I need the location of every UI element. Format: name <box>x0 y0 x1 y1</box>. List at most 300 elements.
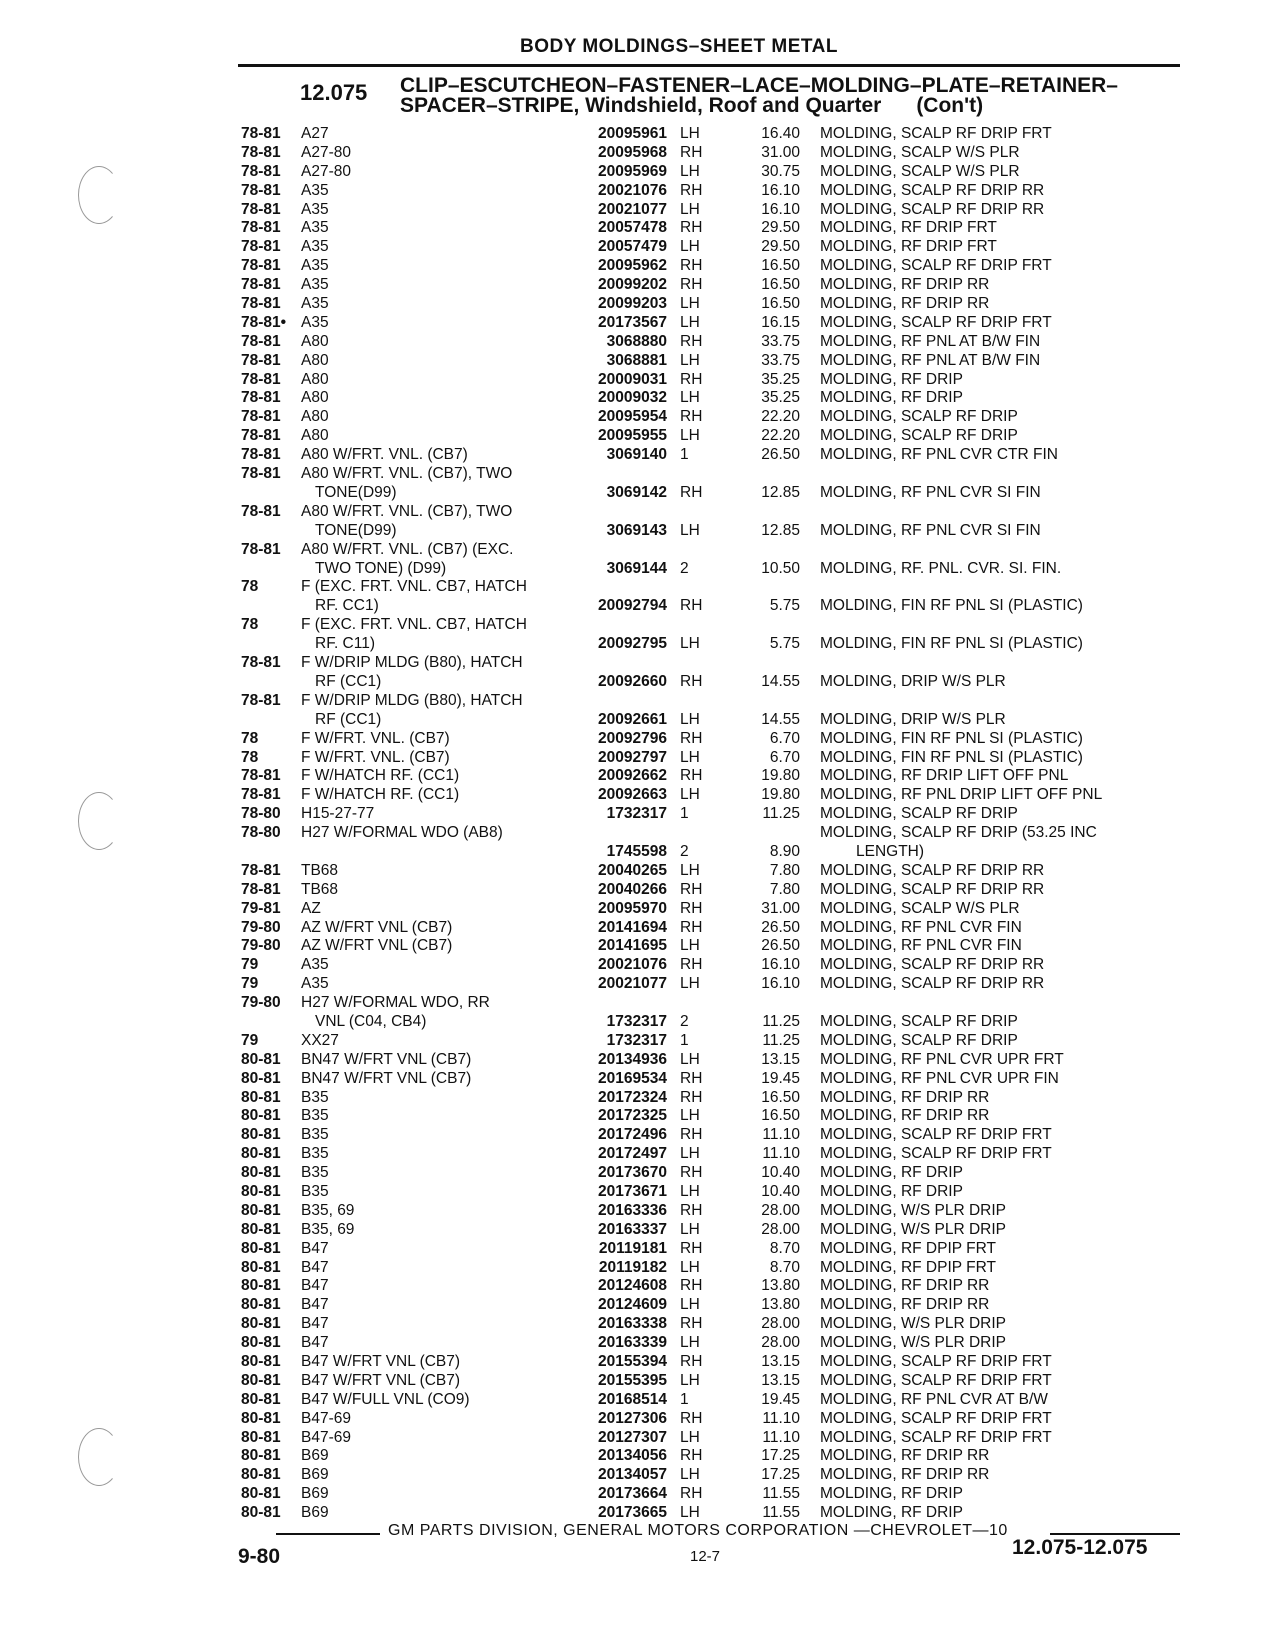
footer-date: 9-80 <box>238 1545 281 1568</box>
description-line: MOLDING, DRIP W/S PLR <box>820 710 1006 728</box>
side-cell: LH <box>680 1428 700 1446</box>
model-cell <box>301 446 571 465</box>
description-line: MOLDING, SCALP W/S PLR <box>820 162 1020 180</box>
table-row <box>0 767 1280 786</box>
price-cell: 19.45 <box>761 1069 800 1087</box>
description-cell <box>820 1372 1182 1391</box>
model-cell <box>301 654 571 692</box>
description-cell <box>820 1183 1182 1202</box>
price-cell: 16.50 <box>761 1107 800 1125</box>
model-line: F W/FRT. VNL. (CB7) <box>301 729 450 747</box>
table-row <box>0 578 1280 616</box>
side-cell: LH <box>680 1371 700 1389</box>
description-line: MOLDING, SCALP RF DRIP <box>820 408 1018 426</box>
price-cell: 19.80 <box>761 786 800 804</box>
description-line: MOLDING, RF DRIP RR <box>820 1466 990 1484</box>
model-cell <box>301 201 571 220</box>
table-row <box>0 749 1280 768</box>
model-line: A80 <box>301 427 329 445</box>
model-cell <box>301 1466 571 1485</box>
year-cell: 78-81 <box>241 162 281 180</box>
side-cell: RH <box>680 1088 703 1106</box>
description-line: MOLDING, RF DRIP RR <box>820 1296 990 1314</box>
model-line: A35 <box>301 313 329 331</box>
model-line: B47 <box>301 1277 329 1295</box>
year-cell: 78 <box>241 729 259 747</box>
model-cell <box>301 1240 571 1259</box>
description-cell <box>820 257 1182 276</box>
description-line: MOLDING, SCALP RF DRIP FRT <box>820 1353 1052 1371</box>
price-cell: 8.70 <box>769 1258 800 1276</box>
price-cell: 22.20 <box>761 408 800 426</box>
side-cell: RH <box>680 729 703 747</box>
year-cell: 78-81 <box>241 408 281 426</box>
part-number-cell: 20127307 <box>598 1428 667 1446</box>
price-cell: 11.10 <box>762 1145 800 1163</box>
model-line: H15-27-77 <box>301 805 375 823</box>
description-cell <box>820 182 1182 201</box>
model-line: A80 <box>301 370 329 388</box>
description-cell <box>820 749 1182 768</box>
side-cell: RH <box>680 956 703 974</box>
footer-rule-right <box>1050 1533 1180 1535</box>
price-cell: 8.70 <box>769 1239 800 1257</box>
year-cell: 80-81 <box>241 1296 281 1314</box>
part-number-cell: 20040265 <box>598 861 667 879</box>
table-row <box>0 1334 1280 1353</box>
footer-rule-left <box>276 1533 380 1535</box>
description-cell <box>820 1107 1182 1126</box>
side-cell: RH <box>680 1485 703 1503</box>
side-cell: LH <box>680 1220 700 1238</box>
table-row <box>0 1429 1280 1448</box>
model-line: XX27 <box>301 1031 339 1049</box>
year-cell: 78-81 <box>241 880 281 898</box>
description-cell <box>820 201 1182 220</box>
description-cell <box>820 900 1182 919</box>
model-cell <box>301 1070 571 1089</box>
year-cell: 80-81 <box>241 1107 281 1125</box>
description-line: MOLDING, SCALP RF DRIP FRT <box>820 1145 1052 1163</box>
price-cell: 13.15 <box>761 1353 800 1371</box>
model-line: A80 <box>301 351 329 369</box>
price-cell: 6.70 <box>769 729 800 747</box>
description-line: MOLDING, SCALP RF DRIP <box>820 1012 1018 1030</box>
model-cell <box>301 276 571 295</box>
table-row <box>0 862 1280 881</box>
table-row <box>0 1485 1280 1504</box>
model-cell <box>301 616 571 654</box>
description-cell <box>820 1353 1182 1372</box>
table-row <box>0 408 1280 427</box>
model-line: B47 W/FRT VNL (CB7) <box>301 1371 461 1389</box>
part-number-cell: 20141695 <box>598 937 667 955</box>
year-cell: 78-81• <box>241 313 287 331</box>
part-number-cell: 20163338 <box>598 1315 667 1333</box>
description-cell <box>820 786 1182 805</box>
table-row <box>0 257 1280 276</box>
description-cell <box>820 408 1182 427</box>
model-cell <box>301 1410 571 1429</box>
year-cell: 78-81 <box>241 446 281 464</box>
table-row <box>0 730 1280 749</box>
part-number-cell: 20173670 <box>598 1164 667 1182</box>
price-cell: 12.85 <box>761 483 800 501</box>
description-line: MOLDING, RF DRIP <box>820 1504 963 1522</box>
part-number-cell: 20095962 <box>598 257 667 275</box>
description-line: MOLDING, RF DRIP LIFT OFF PNL <box>820 767 1069 785</box>
model-line: A35 <box>301 200 329 218</box>
model-line: B35 <box>301 1107 329 1125</box>
year-cell: 80-81 <box>241 1126 281 1144</box>
table-row <box>0 333 1280 352</box>
part-number-cell: 20092795 <box>598 635 667 653</box>
model-line: A35 <box>301 238 329 256</box>
year-cell: 80-81 <box>241 1334 281 1352</box>
part-number-cell: 20168514 <box>598 1390 667 1408</box>
description-cell <box>820 1466 1182 1485</box>
description-cell <box>820 1447 1182 1466</box>
side-cell: RH <box>680 1409 703 1427</box>
part-number-cell: 20092663 <box>598 786 667 804</box>
part-number-cell: 20021077 <box>598 200 667 218</box>
table-row <box>0 1070 1280 1089</box>
table-row <box>0 314 1280 333</box>
model-cell <box>301 1447 571 1466</box>
table-row <box>0 446 1280 465</box>
part-number-cell: 20021076 <box>598 956 667 974</box>
table-row <box>0 975 1280 994</box>
table-row <box>0 389 1280 408</box>
model-line: F (EXC. FRT. VNL. CB7, HATCH <box>301 616 527 634</box>
description-cell <box>820 919 1182 938</box>
year-cell: 79-80 <box>241 918 281 936</box>
description-line: MOLDING, SCALP W/S PLR <box>820 899 1020 917</box>
model-line: F W/DRIP MLDG (B80), HATCH <box>301 654 523 672</box>
price-cell: 29.50 <box>761 219 800 237</box>
model-cell <box>301 352 571 371</box>
price-cell: 13.80 <box>761 1296 800 1314</box>
description-line-2: LENGTH) <box>856 842 925 860</box>
part-number-cell: 20134936 <box>598 1050 667 1068</box>
description-line: MOLDING, FIN RF PNL SI (PLASTIC) <box>820 597 1083 615</box>
description-line: MOLDING, SCALP RF DRIP FRT <box>820 1371 1052 1389</box>
year-cell: 80-81 <box>241 1390 281 1408</box>
side-cell: LH <box>680 238 700 256</box>
part-number-cell: 20095954 <box>598 408 667 426</box>
description-cell <box>820 824 1182 862</box>
description-line: MOLDING, SCALP RF DRIP <box>820 1031 1018 1049</box>
model-cell <box>301 692 571 730</box>
table-row <box>0 144 1280 163</box>
side-cell: RH <box>680 597 703 615</box>
part-number-cell: 20134057 <box>598 1466 667 1484</box>
price-cell: 14.55 <box>761 710 800 728</box>
side-cell: LH <box>680 635 700 653</box>
table-row <box>0 465 1280 503</box>
description-line: MOLDING, SCALP W/S PLR <box>820 143 1020 161</box>
side-cell: LH <box>680 1296 700 1314</box>
model-line: B69 <box>301 1504 329 1522</box>
side-cell: LH <box>680 1466 700 1484</box>
model-line: A35 <box>301 975 329 993</box>
year-cell: 79 <box>241 975 259 993</box>
description-line: MOLDING, SCALP RF DRIP RR <box>820 975 1045 993</box>
table-row <box>0 937 1280 956</box>
description-cell <box>820 484 1182 503</box>
table-row <box>0 1315 1280 1334</box>
price-cell: 16.40 <box>761 125 800 142</box>
year-cell: 78-81 <box>241 295 281 313</box>
price-cell: 12.85 <box>761 521 800 539</box>
part-number-cell: 20173664 <box>598 1485 667 1503</box>
model-line: A35 <box>301 181 329 199</box>
part-number-cell: 3069143 <box>606 521 667 539</box>
description-cell <box>820 1315 1182 1334</box>
part-number-cell: 20057479 <box>598 238 667 256</box>
year-cell: 78 <box>241 748 259 766</box>
side-cell: RH <box>680 257 703 275</box>
part-number-cell: 20099203 <box>598 295 667 313</box>
model-cell <box>301 465 571 503</box>
description-line: MOLDING, FIN RF PNL SI (PLASTIC) <box>820 635 1083 653</box>
year-cell: 78-81 <box>241 200 281 218</box>
description-line: MOLDING, RF DRIP <box>820 370 963 388</box>
table-row <box>0 427 1280 446</box>
year-cell: 78-81 <box>241 219 281 237</box>
side-cell: LH <box>680 861 700 879</box>
table-row <box>0 1202 1280 1221</box>
model-cell <box>301 219 571 238</box>
description-cell <box>820 1334 1182 1353</box>
side-cell: RH <box>680 332 703 350</box>
side-cell: RH <box>680 1353 703 1371</box>
price-cell: 5.75 <box>769 597 800 615</box>
model-cell <box>301 1051 571 1070</box>
year-cell: 78-80 <box>241 824 281 842</box>
description-cell <box>820 522 1182 541</box>
part-number-cell: 1745598 <box>606 842 667 860</box>
table-row <box>0 125 1280 144</box>
description-cell <box>820 1202 1182 1221</box>
group-number: 12.075 <box>300 80 368 105</box>
description-cell <box>820 1032 1182 1051</box>
part-number-cell: 20134056 <box>598 1447 667 1465</box>
table-row <box>0 182 1280 201</box>
side-cell: RH <box>680 880 703 898</box>
year-cell: 80-81 <box>241 1183 281 1201</box>
price-cell: 16.10 <box>761 181 800 199</box>
description-line: MOLDING, RF DRIP <box>820 389 963 407</box>
description-line: MOLDING, RF PNL CVR FIN <box>820 918 1022 936</box>
price-cell: 13.15 <box>761 1371 800 1389</box>
part-number-cell: 3069142 <box>606 483 667 501</box>
part-number-cell: 20009031 <box>598 370 667 388</box>
model-line: TB68 <box>301 861 339 879</box>
description-line: MOLDING, RF PNL CVR UPR FIN <box>820 1069 1059 1087</box>
model-cell <box>301 881 571 900</box>
side-cell: RH <box>680 1201 703 1219</box>
table-row <box>0 692 1280 730</box>
year-cell: 78-81 <box>241 389 281 407</box>
year-cell: 79 <box>241 956 259 974</box>
description-cell <box>820 1504 1182 1523</box>
price-cell: 26.50 <box>761 918 800 936</box>
price-cell: 8.90 <box>769 842 800 860</box>
year-cell: 80-81 <box>241 1428 281 1446</box>
side-cell: LH <box>680 521 700 539</box>
model-line: A80 <box>301 332 329 350</box>
side-cell: LH <box>680 1258 700 1276</box>
model-cell <box>301 1277 571 1296</box>
description-cell <box>820 1391 1182 1410</box>
table-row <box>0 1504 1280 1523</box>
year-cell: 80-81 <box>241 1069 281 1087</box>
side-cell: 1 <box>680 446 689 464</box>
side-cell: RH <box>680 483 703 501</box>
part-number-cell: 20173665 <box>598 1504 667 1522</box>
model-line: H27 W/FORMAL WDO, RR <box>301 994 490 1012</box>
side-cell: RH <box>680 143 703 161</box>
price-cell: 16.10 <box>761 200 800 218</box>
description-cell <box>820 1429 1182 1448</box>
description-line: MOLDING, RF DRIP <box>820 1183 963 1201</box>
side-cell: 2 <box>680 1012 689 1030</box>
description-cell <box>820 767 1182 786</box>
part-number-cell: 20124609 <box>598 1296 667 1314</box>
table-row <box>0 352 1280 371</box>
model-line: B35 <box>301 1164 329 1182</box>
table-row <box>0 805 1280 824</box>
description-line: MOLDING, SCALP RF DRIP <box>820 427 1018 445</box>
model-cell <box>301 1089 571 1108</box>
part-number-cell: 20021077 <box>598 975 667 993</box>
model-line: A80 <box>301 408 329 426</box>
model-cell <box>301 1485 571 1504</box>
side-cell: 2 <box>680 842 689 860</box>
footer-publisher: GM PARTS DIVISION, GENERAL MOTORS CORPORATION —CHEVROLET—10 <box>388 1522 1008 1539</box>
side-cell: LH <box>680 351 700 369</box>
part-number-cell: 20172496 <box>598 1126 667 1144</box>
table-row <box>0 1240 1280 1259</box>
model-line: B35 <box>301 1145 329 1163</box>
year-cell: 79-80 <box>241 994 281 1012</box>
price-cell: 10.50 <box>761 559 800 577</box>
model-line: A80 W/FRT. VNL. (CB7) <box>301 446 468 464</box>
year-cell: 78-81 <box>241 502 281 520</box>
side-cell: LH <box>680 427 700 445</box>
year-cell: 80-81 <box>241 1164 281 1182</box>
model-line: A80 <box>301 389 329 407</box>
price-cell: 6.70 <box>769 748 800 766</box>
description-line: MOLDING, SCALP RF DRIP RR <box>820 181 1045 199</box>
description-cell <box>820 881 1182 900</box>
part-number-cell: 20155394 <box>598 1353 667 1371</box>
description-line: MOLDING, SCALP RF DRIP <box>820 805 1018 823</box>
year-cell: 80-81 <box>241 1220 281 1238</box>
year-cell: 78-81 <box>241 332 281 350</box>
side-cell: LH <box>680 200 700 218</box>
description-cell <box>820 1070 1182 1089</box>
year-cell: 78-81 <box>241 181 281 199</box>
year-cell: 80-81 <box>241 1088 281 1106</box>
model-cell <box>301 238 571 257</box>
price-cell: 19.45 <box>761 1390 800 1408</box>
side-cell: RH <box>680 672 703 690</box>
description-line: MOLDING, SCALP RF DRIP (53.25 INC <box>820 824 1097 842</box>
description-line: MOLDING, RF PNL CVR CTR FIN <box>820 446 1058 464</box>
model-line: H27 W/FORMAL WDO (AB8) <box>301 824 503 842</box>
description-cell <box>820 597 1182 616</box>
table-row <box>0 994 1280 1032</box>
part-number-cell: 20040266 <box>598 880 667 898</box>
description-cell <box>820 1410 1182 1429</box>
model-cell <box>301 1126 571 1145</box>
description-cell <box>820 333 1182 352</box>
model-cell <box>301 1032 571 1051</box>
side-cell: LH <box>680 975 700 993</box>
description-cell <box>820 276 1182 295</box>
price-cell: 5.75 <box>769 635 800 653</box>
description-cell <box>820 673 1182 692</box>
group-title <box>400 76 1118 116</box>
table-row <box>0 1107 1280 1126</box>
description-cell <box>820 1277 1182 1296</box>
part-number-cell: 20172324 <box>598 1088 667 1106</box>
side-cell: RH <box>680 1126 703 1144</box>
price-cell: 16.50 <box>761 276 800 294</box>
description-cell <box>820 1051 1182 1070</box>
model-cell <box>301 1202 571 1221</box>
description-line: MOLDING, SCALP RF DRIP FRT <box>820 1409 1052 1427</box>
price-cell: 11.25 <box>762 805 800 823</box>
description-line: MOLDING, RF DPIP FRT <box>820 1239 996 1257</box>
table-row <box>0 1089 1280 1108</box>
part-number-cell: 20119182 <box>598 1258 667 1276</box>
part-number-cell: 20163339 <box>598 1334 667 1352</box>
table-row <box>0 541 1280 579</box>
part-number-cell: 3068881 <box>606 351 667 369</box>
description-cell <box>820 1013 1182 1032</box>
side-cell: LH <box>680 389 700 407</box>
part-number-cell: 20092661 <box>598 710 667 728</box>
side-cell: RH <box>680 767 703 785</box>
table-row <box>0 956 1280 975</box>
part-number-cell: 20163337 <box>598 1220 667 1238</box>
side-cell: 1 <box>680 805 689 823</box>
part-number-cell: 1732317 <box>606 1031 667 1049</box>
table-row <box>0 1183 1280 1202</box>
model-line: A35 <box>301 276 329 294</box>
model-cell <box>301 371 571 390</box>
model-cell <box>301 919 571 938</box>
model-line-2: RF. CC1) <box>315 597 379 615</box>
description-line: MOLDING, W/S PLR DRIP <box>820 1315 1007 1333</box>
side-cell: RH <box>680 181 703 199</box>
year-cell: 80-81 <box>241 1050 281 1068</box>
price-cell: 11.25 <box>762 1031 800 1049</box>
footer-group-ref: 12.075-12.075 <box>1012 1536 1148 1559</box>
table-row <box>0 1277 1280 1296</box>
model-cell <box>301 956 571 975</box>
price-cell: 7.80 <box>769 880 800 898</box>
table-row <box>0 824 1280 862</box>
model-line: B35, 69 <box>301 1220 355 1238</box>
price-cell: 11.55 <box>762 1485 800 1503</box>
part-number-cell: 20141694 <box>598 918 667 936</box>
table-row <box>0 1372 1280 1391</box>
side-cell: RH <box>680 219 703 237</box>
